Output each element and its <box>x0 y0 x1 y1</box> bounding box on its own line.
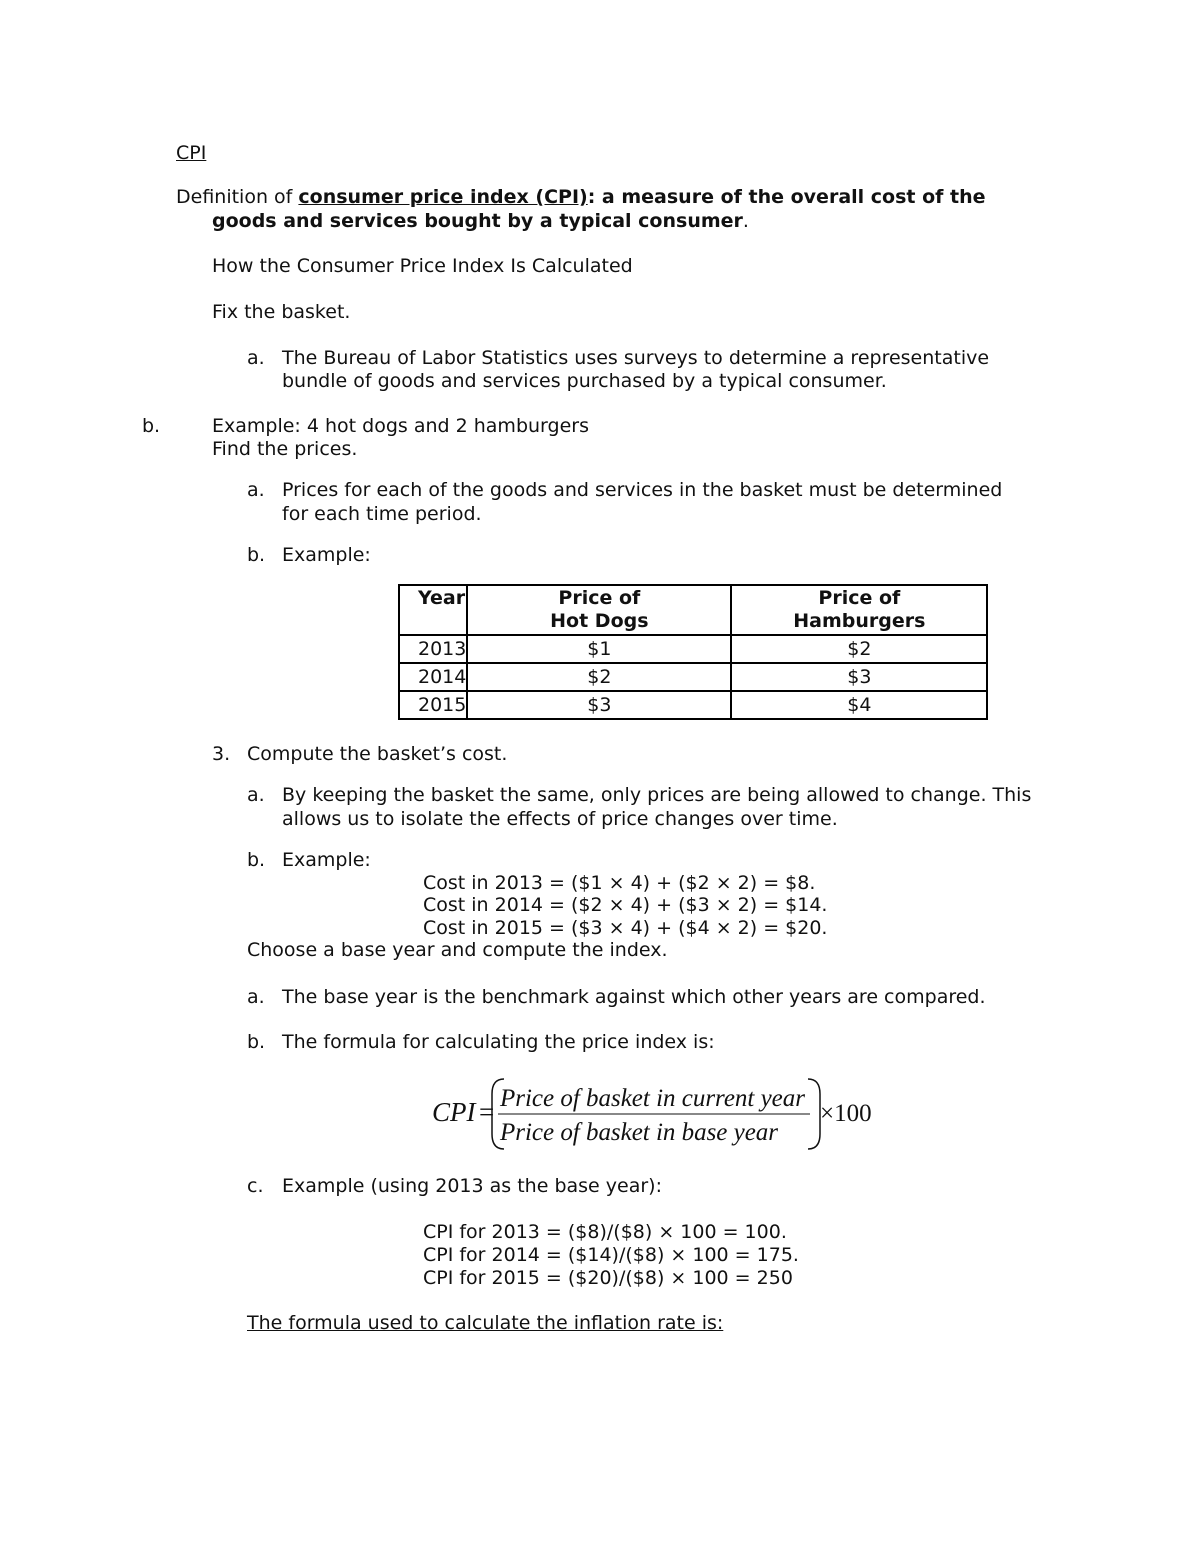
page-title: CPI <box>176 142 207 164</box>
formula-equals: = <box>479 1097 495 1127</box>
price-table <box>398 584 988 720</box>
step4-c-marker: c. <box>247 1175 264 1197</box>
step3-b-text: Example: <box>282 849 371 871</box>
step3-b-marker: b. <box>247 849 266 871</box>
definition-term: consumer price index (CPI) <box>298 186 588 208</box>
step4-b-marker: b. <box>247 1031 266 1053</box>
definition-colon: : <box>587 186 596 208</box>
definition-meaning-2: goods and services bought by a typical consumer <box>212 210 743 232</box>
step4-b-text: The formula for calculating the price index is: <box>282 1031 715 1053</box>
cell-year: 2015 <box>399 691 467 719</box>
cell-year: 2013 <box>399 635 467 663</box>
step-b-b-marker: b. <box>247 544 266 566</box>
step-b-a-line-2: for each time period. <box>282 503 482 525</box>
step4-a-text: The base year is the benchmark against which other years are compared. <box>282 986 986 1008</box>
definition-prefix: Definition of <box>176 186 299 208</box>
cell-hamburgers: $3 <box>731 663 987 691</box>
price-table-header <box>399 585 987 635</box>
step-b-marker: b. <box>142 415 161 437</box>
formula-multiplier: ×100 <box>820 1100 872 1127</box>
cpi-formula <box>430 1074 890 1154</box>
cell-hamburgers: $4 <box>731 691 987 719</box>
step3-title: Compute the basket’s cost. <box>247 743 508 765</box>
definition-period: . <box>742 210 749 232</box>
header-hamburgers: Price of Hamburgers <box>731 585 987 635</box>
step1-a-line-2: bundle of goods and services purchased by a typical consumer. <box>282 370 887 392</box>
step-b-example: Example: 4 hot dogs and 2 hamburgers <box>212 415 589 437</box>
step3-a-line-1: By keeping the basket the same, only prices are being allowed to change. This <box>282 784 1032 806</box>
step4-a-marker: a. <box>247 986 265 1008</box>
step4-title: Choose a base year and compute the index. <box>247 939 668 961</box>
cell-year: 2014 <box>399 663 467 691</box>
step-b-a-line-1: Prices for each of the goods and services in the basket must be determined <box>282 479 1003 501</box>
cost-line: Cost in 2014 = ($2 × 4) + ($3 × 2) = $14. <box>423 894 828 916</box>
step1-a-line-1: The Bureau of Labor Statistics uses surveys to determine a representative <box>282 347 990 369</box>
cpi-value-line: CPI for 2015 = ($20)/($8) × 100 = 250 <box>423 1267 793 1289</box>
cpi-value-line: CPI for 2013 = ($8)/($8) × 100 = 100. <box>423 1221 787 1243</box>
step1-a-marker: a. <box>247 347 265 369</box>
formula-denominator: Price of basket in base year <box>500 1119 778 1146</box>
cell-hotdogs: $2 <box>467 663 731 691</box>
section-title: How the Consumer Price Index Is Calculated <box>212 255 633 277</box>
step1-title: Fix the basket. <box>212 301 351 323</box>
cpi-value-line: CPI for 2014 = ($14)/($8) × 100 = 175. <box>423 1244 799 1266</box>
step-b-a-marker: a. <box>247 479 265 501</box>
definition-line-2 <box>212 210 749 233</box>
header-year: Year <box>399 585 467 635</box>
cost-line: Cost in 2013 = ($1 × 4) + ($2 × 2) = $8. <box>423 872 816 894</box>
definition-meaning-1: a measure of the overall cost of the <box>595 186 986 208</box>
cpi-formula-graphic <box>430 1074 890 1154</box>
definition-line-1 <box>176 186 986 209</box>
step-b-title: Find the prices. <box>212 438 358 460</box>
step-b-b-text: Example: <box>282 544 371 566</box>
cell-hotdogs: $1 <box>467 635 731 663</box>
formula-lhs: CPI <box>432 1097 476 1127</box>
inflation-formula-label: The formula used to calculate the inflation rate is: <box>247 1312 724 1334</box>
step3-a-marker: a. <box>247 784 265 806</box>
table-row <box>399 691 987 719</box>
cost-line: Cost in 2015 = ($3 × 4) + ($4 × 2) = $20. <box>423 917 828 939</box>
cell-hamburgers: $2 <box>731 635 987 663</box>
table-row <box>399 635 987 663</box>
step4-c-text: Example (using 2013 as the base year): <box>282 1175 662 1197</box>
table-row <box>399 663 987 691</box>
step3-a-line-2: allows us to isolate the effects of price changes over time. <box>282 808 838 830</box>
step3-marker: 3. <box>212 743 231 765</box>
cell-hotdogs: $3 <box>467 691 731 719</box>
formula-numerator: Price of basket in current year <box>500 1085 805 1112</box>
header-hotdogs: Price of Hot Dogs <box>467 585 731 635</box>
